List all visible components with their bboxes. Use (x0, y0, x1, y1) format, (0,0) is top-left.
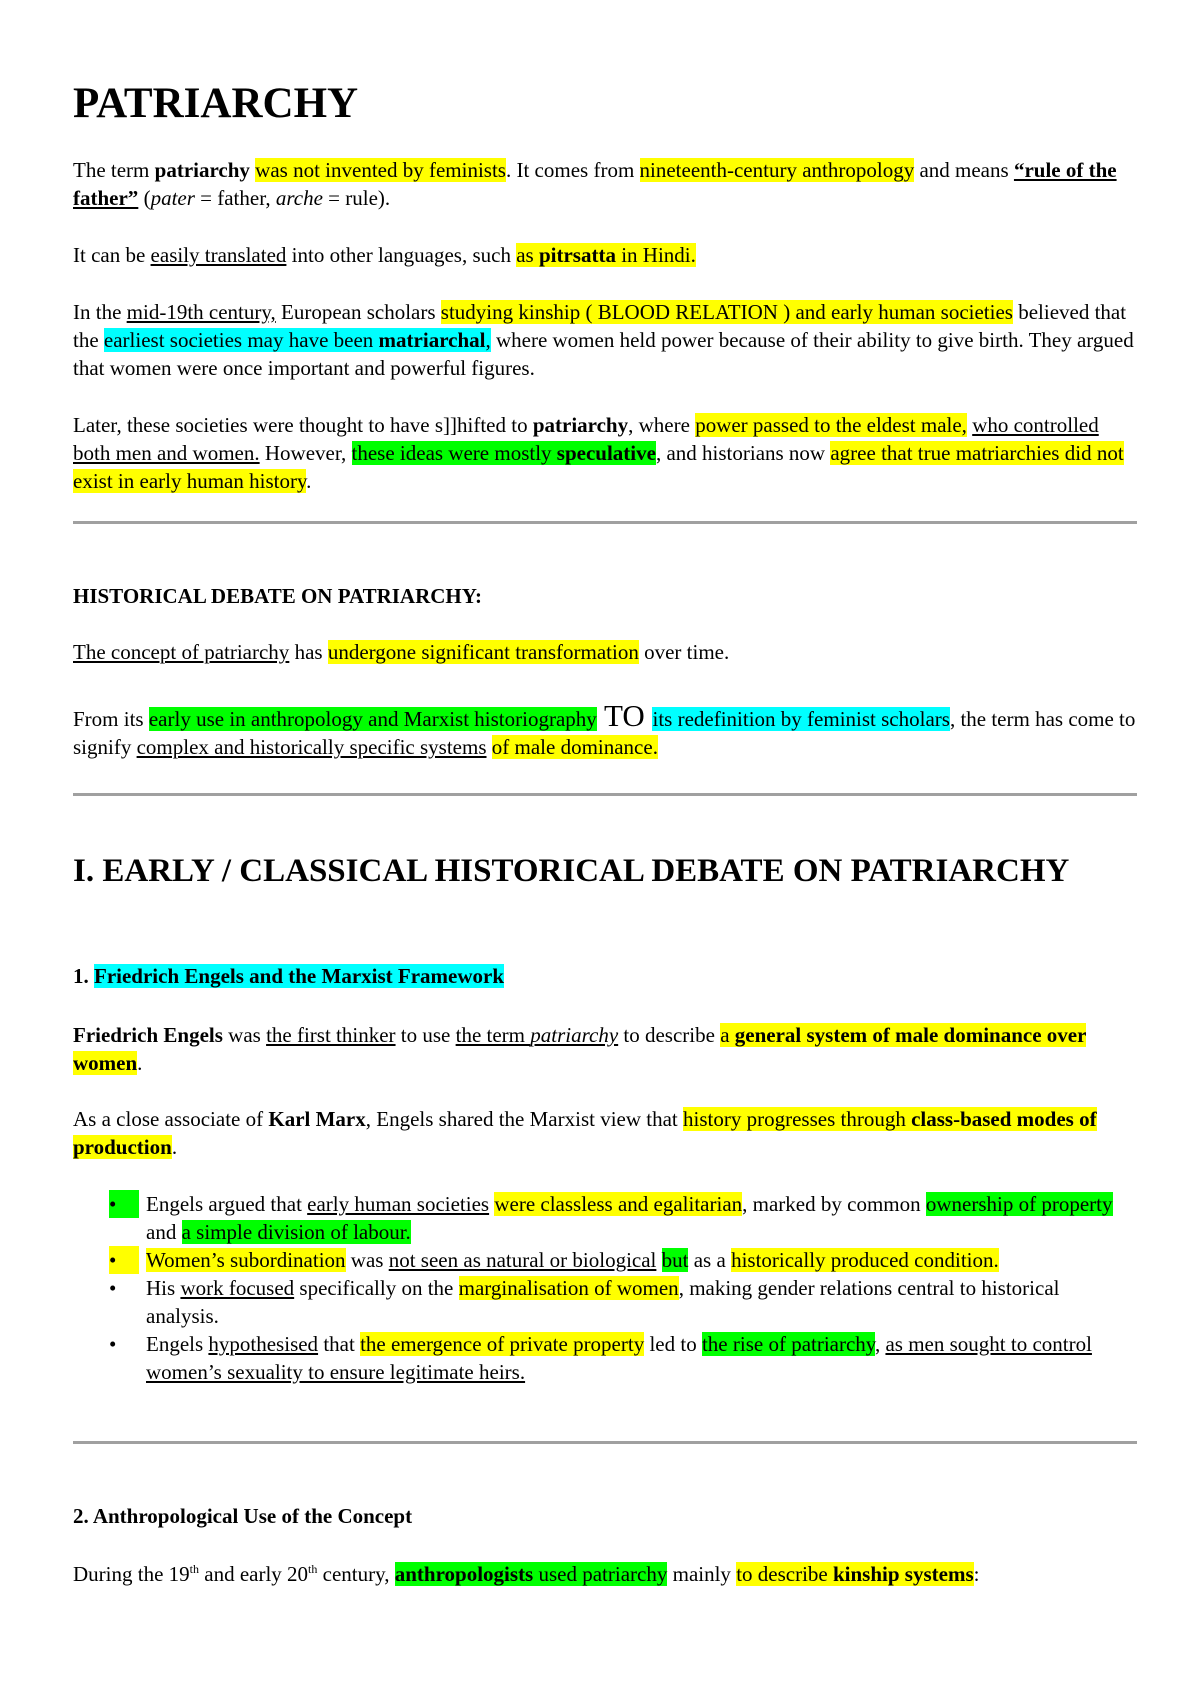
text: Later, these societies were thought to have s]]hifted to (73, 413, 533, 437)
highlight: marginalisation of women (458, 1276, 679, 1300)
text: that (318, 1332, 361, 1356)
text: . (137, 1051, 143, 1075)
text: , and historians now (655, 441, 831, 465)
text: pater (150, 186, 195, 210)
text: was (345, 1248, 389, 1272)
text: patriarchy (530, 1023, 619, 1047)
intro-paragraph-4 (73, 411, 1137, 495)
highlight (736, 1562, 973, 1586)
text: to describe (736, 1562, 833, 1586)
text: , (874, 1332, 886, 1356)
text: European scholars (275, 300, 441, 324)
subsection-heading (73, 962, 504, 990)
text: pitrsatta (538, 243, 616, 267)
intro-paragraph-1 (73, 156, 1137, 212)
section-heading: HISTORICAL DEBATE ON PATRIARCHY: (73, 584, 482, 608)
text: earliest societies may have been (103, 328, 379, 352)
text: Engels argued that (146, 1192, 308, 1216)
text: arche (275, 186, 323, 210)
text: = father, (194, 186, 276, 210)
engels-paragraph-1 (73, 1021, 1137, 1077)
text: these ideas were mostly (351, 441, 557, 465)
highlight: early use in anthropology and Marxist historiography (148, 707, 597, 731)
text: Karl Marx (268, 1107, 366, 1131)
text: It can be (73, 243, 151, 267)
text: . (171, 1135, 178, 1159)
highlight: was not invented by feminists (255, 158, 506, 182)
text (656, 1248, 661, 1272)
highlight: were classless and egalitarian (494, 1192, 743, 1216)
highlight: of male dominance. (491, 735, 658, 759)
text: the first thinker (266, 1023, 396, 1047)
text: , the term has come to signify (73, 707, 1136, 759)
highlight (395, 1562, 668, 1586)
text: has (289, 640, 328, 664)
text: mid-19th century, (126, 300, 276, 324)
text: The concept of patriarchy (73, 640, 290, 664)
text: “rule of the father” (73, 158, 1117, 210)
text: : (973, 1562, 980, 1586)
text: . (306, 469, 312, 493)
text: over time. (638, 640, 730, 664)
text (456, 1023, 619, 1047)
highlight: historically produced condition. (731, 1248, 999, 1272)
text: However, (259, 441, 352, 465)
horizontal-rule (73, 1441, 1137, 1444)
subsection-heading: 2. Anthropological Use of the Concept (73, 1504, 413, 1528)
highlight: the rise of patriarchy (701, 1332, 875, 1356)
text: used patriarchy (533, 1562, 668, 1586)
bullet: • (109, 1190, 139, 1218)
highlight: a simple division of labour. (181, 1220, 411, 1244)
highlight: ownership of property (925, 1192, 1113, 1216)
text: During the 19 (73, 1562, 190, 1586)
text: to describe (618, 1023, 721, 1047)
bullet: • (109, 1276, 117, 1300)
text: anthropologists (394, 1562, 534, 1586)
text: a (720, 1023, 735, 1047)
list-item (73, 1246, 1137, 1274)
debate-paragraph-1 (73, 638, 1137, 666)
text: and means (914, 158, 1014, 182)
text: and (146, 1220, 182, 1244)
text: easily translated (150, 243, 287, 267)
text: the term (455, 1023, 531, 1047)
text (487, 735, 492, 759)
highlight (516, 243, 696, 267)
anthropology-paragraph (73, 1560, 1137, 1588)
highlight: the emergence of private property (360, 1332, 645, 1356)
text: patriarchy (154, 158, 250, 182)
text: patriarchy (532, 413, 629, 437)
text: to use (395, 1023, 456, 1047)
text: , (485, 328, 491, 352)
list-item (73, 1190, 1137, 1246)
text: as a (688, 1248, 732, 1272)
text: century, (317, 1562, 395, 1586)
text: into other languages, such (286, 243, 517, 267)
text: early human societies (307, 1192, 490, 1216)
text: where women held power because of their ability to give birth. They argued that women were once important and powerful figures. (73, 328, 1134, 380)
text: as men sought to control women’s sexuality to ensure legitimate heirs. (146, 1332, 1092, 1384)
list-item (73, 1274, 1137, 1330)
text: , where (628, 413, 696, 437)
intro-paragraph-3 (73, 298, 1137, 382)
highlight (352, 441, 656, 465)
text: Friedrich Engels (73, 1023, 223, 1047)
text: kinship systems (832, 1562, 974, 1586)
text: As a close associate of (73, 1107, 269, 1131)
text: . It comes from (505, 158, 640, 182)
text: Engels (146, 1332, 209, 1356)
text: The term (73, 158, 155, 182)
section-title: I. EARLY / CLASSICAL HISTORICAL DEBATE ON PATRIARCHY (73, 853, 1070, 889)
text: matriarchal (378, 328, 486, 352)
text: In the (73, 300, 127, 324)
text: 1. (73, 964, 94, 988)
highlight: Women’s subordination (146, 1248, 346, 1272)
highlight: agree that true matriarchies did not exist in early human history (73, 441, 1124, 493)
text: history progresses through (683, 1107, 912, 1131)
intro-paragraph-2 (73, 241, 1137, 269)
text: , making gender relations central to historical analysis. (146, 1276, 1060, 1328)
text: th (189, 1562, 199, 1576)
engels-bullet-list (73, 1190, 1137, 1386)
text: and early 20 (199, 1562, 309, 1586)
highlight: studying kinship ( BLOOD RELATION ) and early human societies (440, 300, 1013, 324)
bullet: • (109, 1332, 117, 1356)
text: specifically on the (294, 1276, 459, 1300)
highlight: power passed to the eldest male, (695, 413, 967, 437)
bullet: • (109, 1246, 139, 1274)
text: = rule). (322, 186, 391, 210)
text: in Hindi. (615, 243, 696, 267)
text: not seen as natural or biological (388, 1248, 657, 1272)
engels-paragraph-2 (73, 1105, 1137, 1161)
highlight: Friedrich Engels and the Marxist Framework (94, 964, 505, 988)
highlight (104, 328, 491, 352)
list-item (73, 1330, 1137, 1386)
text: believed that the (73, 300, 1127, 352)
text: His (146, 1276, 181, 1300)
horizontal-rule (73, 793, 1137, 796)
text: speculative (556, 441, 656, 465)
text: ( (138, 186, 151, 210)
debate-paragraph-2 (73, 698, 1137, 761)
text: TO (596, 698, 653, 733)
text: , marked by common (742, 1192, 926, 1216)
text: led to (644, 1332, 702, 1356)
text: work focused (180, 1276, 295, 1300)
text: , Engels shared the Marxist view that (365, 1107, 684, 1131)
highlight: nineteenth-century anthropology (639, 158, 915, 182)
text: hypothesised (208, 1332, 319, 1356)
highlight: undergone significant transformation (327, 640, 639, 664)
text: mainly (667, 1562, 737, 1586)
text: general system of male dominance over women (73, 1023, 1087, 1075)
highlight: its redefinition by feminist scholars (652, 707, 950, 731)
text: th (308, 1562, 318, 1576)
text: as (516, 243, 539, 267)
horizontal-rule (73, 521, 1137, 524)
text: was (222, 1023, 267, 1047)
text: From its (73, 707, 149, 731)
text: complex and historically specific systems (136, 735, 487, 759)
highlight: but (661, 1248, 689, 1272)
page-title: PATRIARCHY (73, 80, 359, 127)
text: class-based modes of production (73, 1107, 1097, 1159)
text: who controlled both men and women. (73, 413, 1099, 465)
